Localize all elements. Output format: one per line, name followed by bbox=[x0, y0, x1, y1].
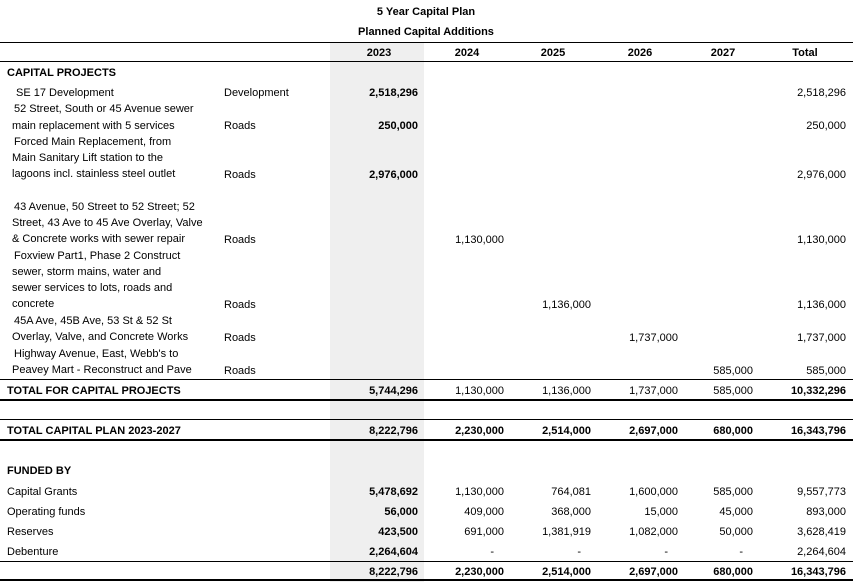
capital-projects-heading: CAPITAL PROJECTS bbox=[7, 67, 116, 79]
debenture-2026: - bbox=[664, 546, 668, 558]
operating-funds-total: 893,000 bbox=[806, 506, 846, 518]
project-2-desc-line1: 52 Street, South or 45 Avenue sewer bbox=[14, 103, 194, 115]
page-title: 5 Year Capital Plan bbox=[376, 6, 476, 18]
header-rule-bottom bbox=[0, 61, 853, 62]
plan-total-rule-top bbox=[0, 419, 853, 420]
project-2-total: 250,000 bbox=[806, 120, 846, 132]
capital-grants-2027: 585,000 bbox=[713, 486, 753, 498]
reserves-2026: 1,082,000 bbox=[629, 526, 678, 538]
project-1-2023: 2,518,296 bbox=[369, 87, 418, 99]
reserves-2027: 50,000 bbox=[719, 526, 753, 538]
funding-total-2024: 2,230,000 bbox=[455, 566, 504, 578]
project-6-2026: 1,737,000 bbox=[629, 332, 678, 344]
capital-total-2025: 1,136,000 bbox=[542, 385, 591, 397]
capital-grants-2023: 5,478,692 bbox=[369, 486, 418, 498]
project-6-desc-line2: Overlay, Valve, and Concrete Works bbox=[12, 331, 189, 343]
operating-funds-2026: 15,000 bbox=[644, 506, 678, 518]
project-7-desc-line2: Peavey Mart - Reconstruct and Pave bbox=[12, 364, 192, 376]
col-header-total: Total bbox=[792, 47, 818, 59]
capital-grants-2026: 1,600,000 bbox=[629, 486, 678, 498]
project-5-desc-line3: sewer services to lots, roads and bbox=[12, 282, 173, 294]
reserves-2023: 423,500 bbox=[378, 526, 418, 538]
reserves-2025: 1,381,919 bbox=[542, 526, 591, 538]
project-6-total: 1,737,000 bbox=[797, 332, 846, 344]
project-4-desc-line2: Street, 43 Ave to 45 Ave Overlay, Valve bbox=[12, 217, 203, 229]
project-3-desc-line3: lagoons incl. stainless steel outlet bbox=[12, 168, 176, 180]
plan-total-rule-bottom bbox=[0, 439, 853, 441]
project-4-desc-line3: & Concrete works with sewer repair bbox=[12, 233, 186, 245]
project-6-desc-line1: 45A Ave, 45B Ave, 53 St & 52 St bbox=[14, 315, 172, 327]
project-5-desc-line2: sewer, storm mains, water and bbox=[12, 266, 162, 278]
funding-total-rule-bottom bbox=[0, 579, 853, 581]
debenture-2024: - bbox=[490, 546, 494, 558]
debenture-2025: - bbox=[577, 546, 581, 558]
operating-funds-2024: 409,000 bbox=[464, 506, 504, 518]
project-6-category: Roads bbox=[224, 332, 256, 344]
project-5-2025: 1,136,000 bbox=[542, 299, 591, 311]
funding-total-2027: 680,000 bbox=[713, 566, 753, 578]
capital-total-2024: 1,130,000 bbox=[455, 385, 504, 397]
project-5-desc-line4: concrete bbox=[12, 298, 55, 310]
project-4-category: Roads bbox=[224, 234, 256, 246]
project-2-category: Roads bbox=[224, 120, 256, 132]
operating-funds-label: Operating funds bbox=[7, 506, 86, 518]
plan-total-2023: 8,222,796 bbox=[369, 425, 418, 437]
debenture-2023: 2,264,604 bbox=[369, 546, 418, 558]
debenture-2027: - bbox=[739, 546, 743, 558]
page-subtitle: Planned Capital Additions bbox=[358, 26, 494, 38]
reserves-2024: 691,000 bbox=[464, 526, 504, 538]
project-7-2027: 585,000 bbox=[713, 365, 753, 377]
capital-grants-total: 9,557,773 bbox=[797, 486, 846, 498]
capital-total-2027: 585,000 bbox=[713, 385, 753, 397]
project-1-desc: SE 17 Development bbox=[16, 87, 114, 99]
project-7-desc-line1: Highway Avenue, East, Webb's to bbox=[14, 348, 179, 360]
project-5-desc-line1: Foxview Part1, Phase 2 Construct bbox=[14, 250, 181, 262]
project-5-total: 1,136,000 bbox=[797, 299, 846, 311]
capital-total-rule-top bbox=[0, 379, 853, 380]
project-7-category: Roads bbox=[224, 365, 256, 377]
col-header-2027: 2027 bbox=[710, 47, 736, 59]
project-4-total: 1,130,000 bbox=[797, 234, 846, 246]
capital-total-label: TOTAL FOR CAPITAL PROJECTS bbox=[7, 385, 181, 397]
project-3-desc-line2: Main Sanitary Lift station to the bbox=[12, 152, 164, 164]
project-4-2024: 1,130,000 bbox=[455, 234, 504, 246]
col-header-2026: 2026 bbox=[627, 47, 653, 59]
capital-total-2023: 5,744,296 bbox=[369, 385, 418, 397]
funding-total-total: 16,343,796 bbox=[790, 566, 846, 578]
col-header-2025: 2025 bbox=[540, 47, 566, 59]
capital-grants-label: Capital Grants bbox=[7, 486, 78, 498]
funding-total-2023: 8,222,796 bbox=[369, 566, 418, 578]
funding-total-2026: 2,697,000 bbox=[629, 566, 678, 578]
plan-total-2025: 2,514,000 bbox=[542, 425, 591, 437]
capital-grants-2025: 764,081 bbox=[551, 486, 591, 498]
capital-total-2026: 1,737,000 bbox=[629, 385, 678, 397]
operating-funds-2023: 56,000 bbox=[384, 506, 418, 518]
plan-total-2027: 680,000 bbox=[713, 425, 753, 437]
col-header-2024: 2024 bbox=[454, 47, 480, 59]
funding-total-2025: 2,514,000 bbox=[542, 566, 591, 578]
funding-total-rule-top bbox=[0, 561, 853, 562]
operating-funds-2027: 45,000 bbox=[719, 506, 753, 518]
project-1-total: 2,518,296 bbox=[797, 87, 846, 99]
project-1-category: Development bbox=[224, 87, 289, 99]
operating-funds-2025: 368,000 bbox=[551, 506, 591, 518]
project-2-2023: 250,000 bbox=[378, 120, 418, 132]
project-2-desc-line2: main replacement with 5 services bbox=[12, 120, 175, 132]
header-rule-top bbox=[0, 42, 853, 43]
project-4-desc-line1: 43 Avenue, 50 Street to 52 Street; 52 bbox=[14, 201, 195, 213]
plan-total-total: 16,343,796 bbox=[790, 425, 846, 437]
col-header-2023: 2023 bbox=[366, 47, 392, 59]
plan-total-2024: 2,230,000 bbox=[455, 425, 504, 437]
debenture-label: Debenture bbox=[7, 546, 59, 558]
project-3-2023: 2,976,000 bbox=[369, 169, 418, 181]
project-3-category: Roads bbox=[224, 169, 256, 181]
project-5-category: Roads bbox=[224, 299, 256, 311]
project-3-total: 2,976,000 bbox=[797, 169, 846, 181]
capital-grants-2024: 1,130,000 bbox=[455, 486, 504, 498]
debenture-total: 2,264,604 bbox=[797, 546, 846, 558]
reserves-total: 3,628,419 bbox=[797, 526, 846, 538]
project-7-total: 585,000 bbox=[806, 365, 846, 377]
plan-total-label: TOTAL CAPITAL PLAN 2023-2027 bbox=[7, 425, 181, 437]
capital-total-total: 10,332,296 bbox=[790, 385, 846, 397]
capital-total-rule-bottom bbox=[0, 399, 853, 401]
reserves-label: Reserves bbox=[7, 526, 54, 538]
project-3-desc-line1: Forced Main Replacement, from bbox=[14, 136, 172, 148]
funded-by-heading: FUNDED BY bbox=[7, 465, 72, 477]
plan-total-2026: 2,697,000 bbox=[629, 425, 678, 437]
